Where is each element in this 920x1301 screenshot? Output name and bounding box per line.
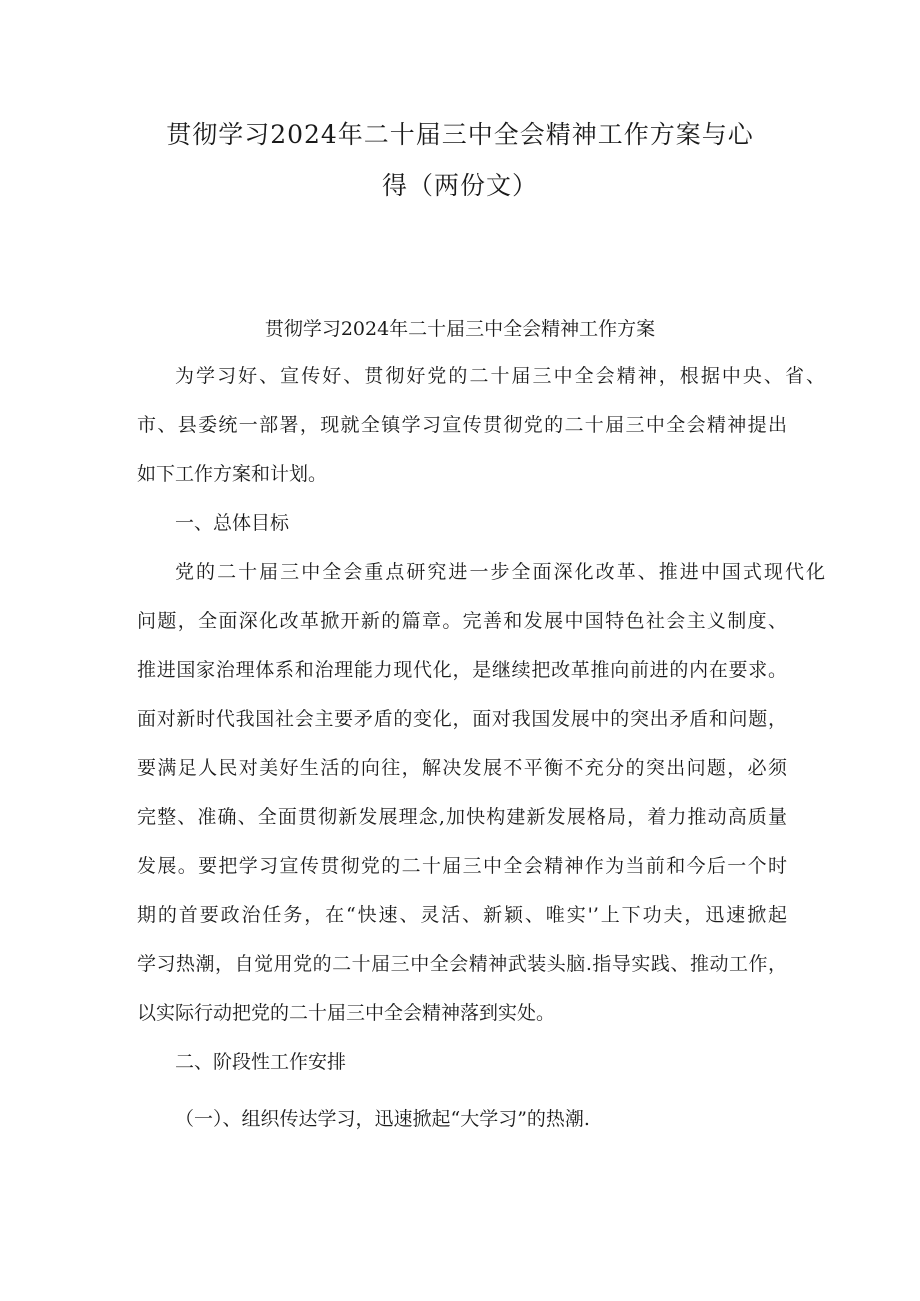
section-title: 贯彻学习2024年二十届三中全会精神工作方案 [264, 318, 656, 340]
sub-heading-organize-study: （一）、组织传达学习，迅速掀起“大学习”的热潮. [175, 1108, 590, 1130]
body-line-8: 期的首要政治任务，在“快速、灵活、新颖、唯实'’上下功夫，迅速掀起 [137, 904, 787, 926]
document-title-line-1: 贯彻学习2024年二十届三中全会精神工作方案与心 [166, 120, 754, 149]
body-line-5: 要满足人民对美好生活的向往，解决发展不平衡不充分的突出问题，必须 [137, 757, 787, 779]
heading-phased-arrangement: 二、阶段性工作安排 [175, 1051, 347, 1073]
intro-line-2: 市、县委统一部署，现就全镇学习宣传贯彻党的二十届三中全会精神提出 [137, 414, 787, 436]
body-line-10: 以实际行动把党的二十届三中全会精神落到实处。 [137, 1002, 556, 1024]
body-line-3: 推进国家治理体系和治理能力现代化，是继续把改革推向前进的内在要求。 [137, 659, 787, 681]
body-line-4: 面对新时代我国社会主要矛盾的变化，面对我国发展中的突出矛盾和问题， [137, 708, 787, 730]
heading-overall-goal: 一、总体目标 [175, 512, 290, 534]
body-line-7: 发展。要把学习宣传贯彻党的二十届三中全会精神作为当前和今后一个时 [137, 855, 787, 877]
intro-line-1: 为学习好、宣传好、贯彻好党的二十届三中全会精神，根据中央、省、 [175, 365, 825, 387]
body-line-1: 党的二十届三中全会重点研究进一步全面深化改革、推进中国式现代化 [175, 561, 825, 583]
body-line-6: 完整、准确、全面贯彻新发展理念,加快构建新发展格局，着力推动高质量 [137, 806, 787, 828]
body-line-2: 问题，全面深化改革掀开新的篇章。完善和发展中国特色社会主义制度、 [137, 610, 787, 632]
intro-line-3: 如下工作方案和计划。 [137, 463, 328, 485]
document-title-line-2: 得（两份文） [381, 171, 538, 200]
body-line-9: 学习热潮，自觉用党的二十届三中全会精神武装头脑.指导实践、推动工作， [137, 953, 787, 975]
